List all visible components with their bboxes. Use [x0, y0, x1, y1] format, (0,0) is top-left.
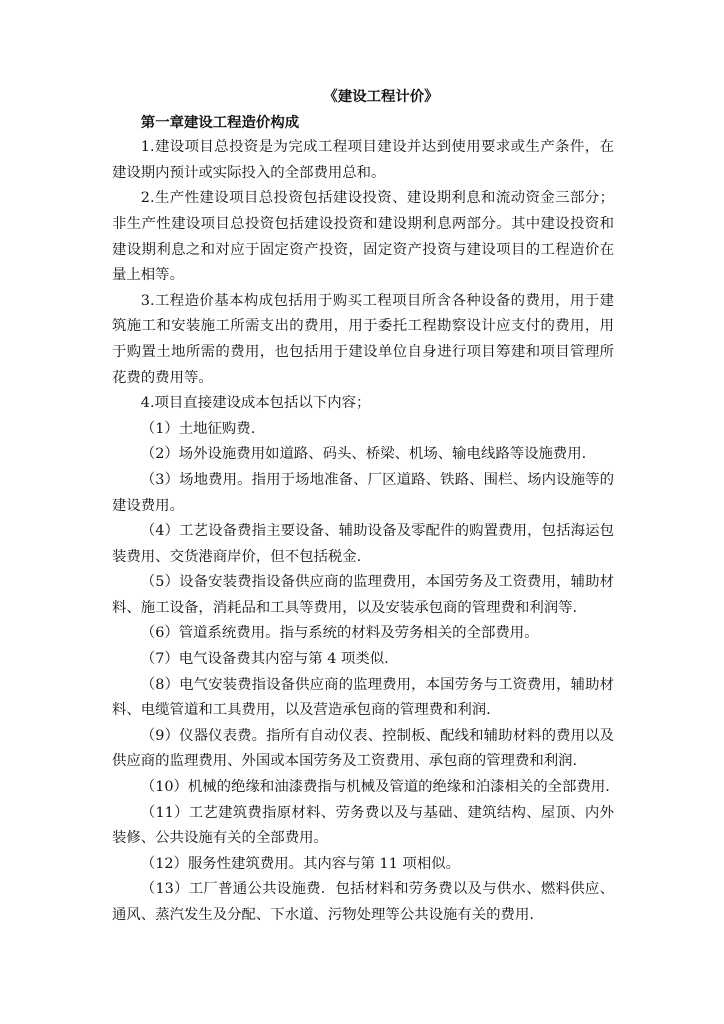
chapter-heading: 第一章建设工程造价构成: [140, 113, 300, 131]
text-line: 3.工程造价基本构成包括用于购买工程项目所含各种设备的费用，用于建: [140, 292, 614, 309]
text-line: 2.生产性建设项目总投资包括建设投资、建设期利息和流动资金三部分；: [140, 190, 614, 207]
cost-item-7: [112, 647, 614, 673]
cost-item-5: [112, 570, 614, 621]
text-line: 装费用、交货港商岸价，但不包括税金.: [112, 548, 362, 565]
text-line: 1.建设项目总投资是为完成工程项目建设并达到使用要求或生产条件，在: [140, 139, 614, 156]
cost-item-4: [112, 519, 614, 570]
text-line: 通风、蒸汽发生及分配、下水道、污物处理等公共设施有关的费用.: [112, 907, 534, 923]
cost-item-1: [112, 417, 614, 443]
paragraph-3: [112, 289, 614, 391]
text-line: （7）电气设备费其内窑与第 4 项类似.: [140, 651, 389, 668]
paragraph-2: [112, 186, 614, 288]
text-line: （1）土地征购费.: [140, 420, 256, 437]
text-line: （9）仪器仪表费。指所有自动仪表、控制板、配线和辅助材料的费用以及: [140, 727, 614, 744]
text-line: （4）工艺设备费指主要设备、辅助设备及零配件的购置费用，包括海运包: [140, 523, 614, 540]
text-line: 花费的费用等。: [112, 369, 213, 386]
text-line: 建设期利息之和对应于固定资产投资，固定资产投资与建设项目的工程造价在: [112, 241, 614, 258]
cost-item-6: [112, 621, 614, 647]
cost-item-12: [112, 852, 614, 878]
text-line: （3）场地费用。指用于场地准备、厂区道路、铁路、围栏、场内设施等的: [140, 471, 614, 488]
text-line: 建设期内预计或实际投入的全部费用总和。: [112, 164, 386, 181]
cost-item-13: [112, 877, 614, 928]
cost-item-11: [112, 801, 614, 852]
text-line: （10）机械的绝缘和油漆费指与机械及管道的绝缘和泊漆相关的全部费用.: [140, 779, 610, 796]
text-line: （5）设备安装费指设备供应商的监理费用，本国劳务及工资费用，辅助材: [140, 574, 614, 591]
text-line: （2）场外设施费用如道路、码头、桥梁、机场、输电线路等设施费用.: [140, 446, 587, 463]
text-line: （13）工厂普通公共设施费．包括材料和劳务费以及与供水、燃料供应、: [140, 881, 614, 898]
cost-item-2: [112, 442, 614, 468]
cost-item-3: [112, 468, 614, 519]
document-page: [112, 84, 614, 929]
text-line: 料、施工设备，消耗品和工具等费用，以及安装承包商的管理费和利润等.: [112, 599, 578, 616]
text-line: 非生产性建设项目总投资包括建设投资和建设期利息两部分。其中建设投资和: [112, 215, 614, 232]
text-line: 供应商的监理费用、外国或本国劳务及工资费用、承包商的管理费和利润.: [112, 753, 578, 770]
text-line: 筑施工和安装施工所需支出的费用，用于委托工程勘察设计应支付的费用，用: [112, 318, 614, 335]
text-line: （12）服务性建筑费用。其内容与第 11 项相似。: [140, 855, 460, 872]
text-line: （6）管道系统费用。指与系统的材料及劳务相关的全部费用。: [140, 625, 539, 642]
cost-item-8: [112, 673, 614, 724]
cost-item-10: [112, 775, 614, 801]
paragraph-1: [112, 135, 614, 186]
text-line: 4.项目直接建设成本包括以下内容；: [140, 395, 371, 412]
text-line: 装修、公共设施有关的全部费用。: [112, 830, 328, 847]
text-line: 量上相等。: [112, 267, 184, 284]
text-line: （8）电气安装费指设备供应商的监理费用，本国劳务与工资费用，辅助材: [140, 676, 614, 693]
text-line: 建设费用。: [112, 497, 184, 514]
text-line: （11）工艺建筑费指原材料、劳务费以及与基础、建筑结构、屋顶、内外: [140, 804, 614, 821]
cost-item-9: [112, 724, 614, 775]
paragraph-4: [112, 391, 614, 417]
text-line: 于购置土地所需的费用，也包括用于建设单位自身进行项目筹建和项目管理所: [112, 343, 614, 360]
document-title: 《建设工程计价》: [323, 88, 439, 105]
text-line: 料、电缆管道和工具费用，以及营造承包商的管理费和利润.: [112, 702, 491, 719]
